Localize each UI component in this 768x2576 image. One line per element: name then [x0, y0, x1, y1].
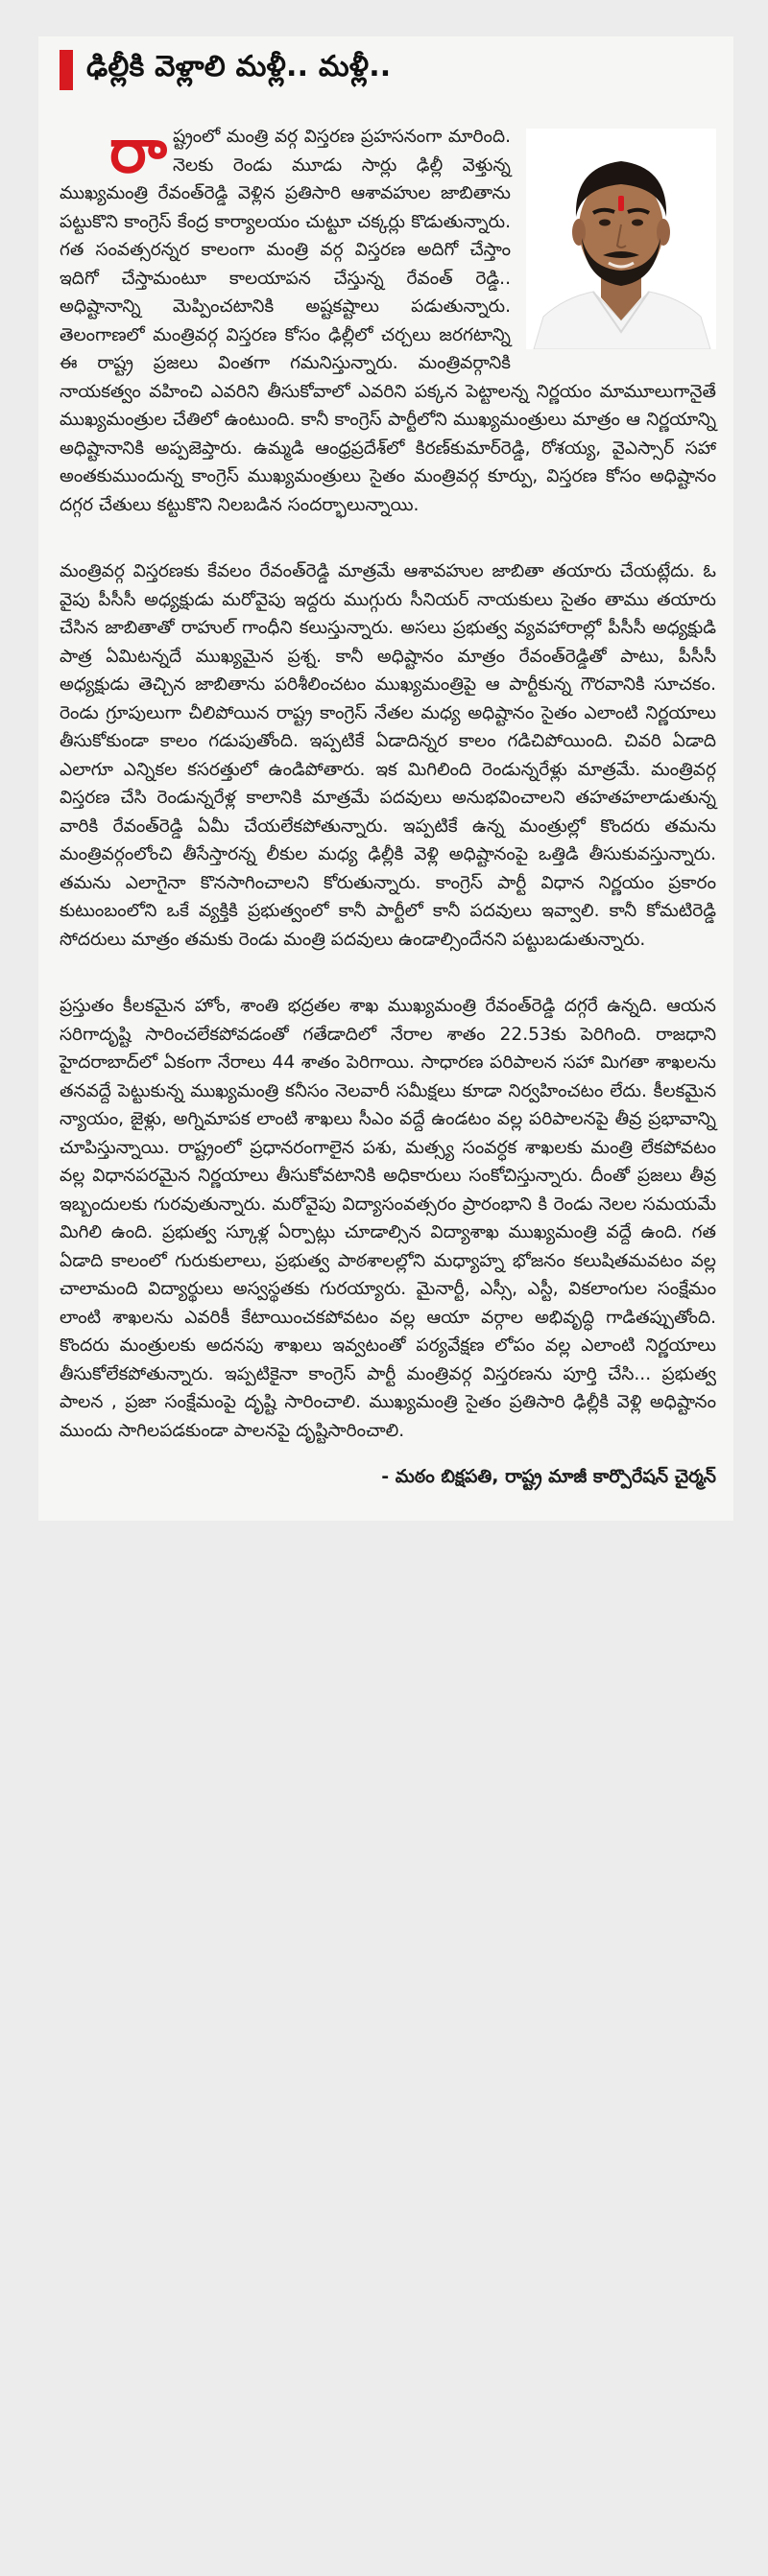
article-page: [38, 36, 733, 1521]
author-portrait-icon: [526, 129, 716, 349]
headline-row: [60, 50, 716, 90]
headline: ఢిల్లీకి వెళ్లాలి మళ్లీ.. మళ్లీ..: [86, 50, 392, 83]
headline-accent-bar: [60, 50, 73, 90]
drop-cap: రా: [109, 116, 167, 187]
paragraph-1-text: ష్ట్రంలో మంత్రి వర్గ విస్తరణ ప్రహసనంగా మారింది. నెలకు రెండు మూడు సార్లు ఢిల్లీ వెళ్తున్న ముఖ్యమంత్రి రేవంత్‌రెడ్డి వెళ్లిన ప్రతిసారి ఆశావహుల జాబితాను పట్టుకొని కాంగ్రెస్ కేంద్ర కార్యాలయం చుట్టూ చక్కర్లు కొడుతున్నారు. గత సంవత్సరన్నర కాలంగా మంత్రి వర్గ విస్తరణ అదిగో చేస్తాం ఇదిగో చేస్తామంటూ కాలయాపన చేస్తున్న రేవంత్ రెడ్డి.. అధిష్టానాన్ని మెప్పించటానికి అష్టకష్టాలు పడుతున్నారు. తెలంగాణలో మంత్రివర్గ విస్తరణ కోసం ఢిల్లీలో చర్చలు జరగటాన్ని ఈ రాష్ట్ర ప్రజలు వింతగా గమనిస్తున్నారు. మంత్రివర్గానికి నాయకత్వం వహించి ఎవరిని తీసుకోవాలో ఎవరిని పక్కన పెట్టాలన్న నిర్ణయం మామూలుగానైతే ముఖ్యమంత్రుల చేతిలో ఉంటుంది. కానీ కాంగ్రెస్ పార్టీలోని ముఖ్యమంత్రులు మాత్రం ఆ నిర్ణయాన్ని అధిష్టానానికి అప్పజెప్తారు. ఉమ్మడి ఆంధ్రప్రదేశ్‌లో కిరణ్‌కుమార్‌రెడ్డి, రోశయ్య, వైఎస్సార్ సహా అంతకుముందున్న కాంగ్రెస్ ముఖ్యమంత్రులు సైతం మంత్రివర్గ కూర్పు, విస్తరణ కోసం అధిష్టానం దగ్గర చేతులు కట్టుకొని నిలబడిన సందర్భాలున్నాయి.: [60, 127, 716, 515]
author-byline: - మఠం బిక్షపతి, రాష్ట్ర మాజీ కార్పొరేషన్ చైర్మన్: [381, 1466, 716, 1487]
article-body: [60, 116, 716, 1492]
paragraph-3: ప్రస్తుతం కీలకమైన హోం, శాంతి భద్రతల శాఖ ముఖ్యమంత్రి రేవంత్‌రెడ్డి దగ్గరే ఉన్నది. ఆయన సరిగాదృష్టి సారించలేకపోవడంతో గతేడాదిలో నేరాల శాతం 22.53కు పెరిగింది. రాజధాని హైదరాబాద్‌లో ఏకంగా నేరాలు 44 శాతం పెరిగాయి. సాధారణ పరిపాలన సహా మిగతా శాఖలను తనవద్దే పెట్టుకున్న ముఖ్యమంత్రి కనీసం నెలవారీ సమీక్షలు కూడా నిర్వహించటం లేదు. కీలకమైన న్యాయం, జైళ్లు, అగ్నిమాపక లాంటి శాఖలు సీఎం వద్దే ఉండటం వల్ల పరిపాలనపై తీవ్ర ప్రభావాన్ని చూపిస్తున్నాయి. రాష్ట్రంలో ప్రధానరంగాలైన పశు, మత్స్య సంవర్ధక శాఖలకు మంత్రి లేకపోవటం వల్ల విధానపరమైన నిర్ణయాలు తీసుకోవటానికి అధికారులు సంకోచిస్తున్నారు. దీంతో ప్రజలు తీవ్ర ఇబ్బందులకు గురవుతున్నారు. మరోవైపు విద్యాసంవత్సరం ప్రారంభాని కి రెండు నెలల సమయమే మిగిలి ఉంది. ప్రభుత్వ స్కూళ్ల ఏర్పాట్లు చూడాల్సిన విద్యాశాఖ ముఖ్యమంత్రి వద్దే ఉంది. గత ఏడాది కాలంలో గురుకులాలు, ప్రభుత్వ పాఠశాలల్లోని మధ్యాహ్న భోజనం కలుషితమవటం వల్ల చాలామంది విద్యార్థులు అస్వస్థతకు గురయ్యారు. మైనార్టీ, ఎస్సీ, ఎస్టీ, వికలాంగుల సంక్షేమం లాంటి శాఖలను ఎవరికీ కేటాయించకపోవటం వల్ల ఆయా వర్గాల అభివృద్ధి గాడితప్పుతోంది. కొందరు మంత్రులకు అదనపు శాఖలు ఇవ్వటంతో పర్యవేక్షణ లోపం వల్ల ఎలాంటి నిర్ణయాలు తీసుకోలేకపోతున్నారు. ఇప్పటికైనా కాంగ్రెస్ పార్టీ మంత్రివర్గ విస్తరణను పూర్తి చేసి... ప్రభుత్వ పాలన , ప్రజా సంక్షేమంపై దృష్టి సారించాలి. ముఖ్యమంత్రి సైతం ప్రతిసారి ఢిల్లీకి వెళ్లి అధిష్టానం ముందు సాగిలపడకుండా పాలనపై దృష్టిసారించాలి.: [60, 996, 716, 1441]
paragraph-2: మంత్రివర్గ విస్తరణకు కేవలం రేవంత్‌రెడ్డి మాత్రమే ఆశావహుల జాబితా తయారు చేయట్లేదు. ఓ వైపు పీసీసీ అధ్యక్షుడు మరోవైపు ఇద్దరు ముగ్గురు సీనియర్ నాయకులు సైతం తాము తయారు చేసిన జాబితాతో రాహుల్ గాంధీని కలుస్తున్నారు. అసలు ప్రభుత్వ వ్యవహారాల్లో పీసీసీ అధ్యక్షుడి పాత్ర ఏమిటన్నదే ముఖ్యమైన ప్రశ్న. కానీ అధిష్టానం మాత్రం రేవంత్‌రెడ్డితో పాటు, పీసీసీ అధ్యక్షుడు తెచ్చిన జాబితాను పరిశీలించటం ముఖ్యమంత్రిపై ఆ పార్టీకున్న గౌరవానికి సూచకం. రెండు గ్రూపులుగా చీలిపోయిన రాష్ట్ర కాంగ్రెస్ నేతల మధ్య అధిష్టానం సైతం ఎలాంటి నిర్ణయాలు తీసుకోకుండా కాలం గడుపుతోంది. ఇప్పటికే ఏడాదిన్నర కాలం గడిచిపోయింది. చివరి ఏడాది ఎలాగూ ఎన్నికల కసరత్తులో ఉండిపోతారు. ఇక మిగిలింది రెండున్నరేళ్లు మాత్రమే. మంత్రివర్గ విస్తరణ చేసి రెండున్నరేళ్ల కాలానికి మాత్రమే పదవులు అనుభవించాలని తహతహలాడుతున్న వారికి రేవంత్‌రెడ్డి ఏమీ చేయలేకపోతున్నారు. ఇప్పటికే ఉన్న మంత్రుల్లో కొందరు తమను మంత్రివర్గంలోంచి తీసేస్తారన్న లీకుల మధ్య ఢిల్లీకి వెళ్లి అధిష్టానంపై ఒత్తిడి తీసుకువస్తున్నారు. తమను ఎలాగైనా కొనసాగించాలని కోరుతున్నారు. కాంగ్రెస్ పార్టీ విధాన నిర్ణయం ప్రకారం కుటుంబంలోని ఒకే వ్యక్తికి ప్రభుత్వంలో కానీ పార్టీలో కానీ పదవులు ఇవ్వాలి. కానీ కోమటిరెడ్డి సోదరులు మాత్రం తమకు రెండు మంత్రి పదవులు ఉండాల్సిందేనని పట్టుబడుతున్నారు.: [60, 561, 716, 950]
paragraph-1: [60, 116, 716, 519]
author-photo: [526, 129, 716, 349]
